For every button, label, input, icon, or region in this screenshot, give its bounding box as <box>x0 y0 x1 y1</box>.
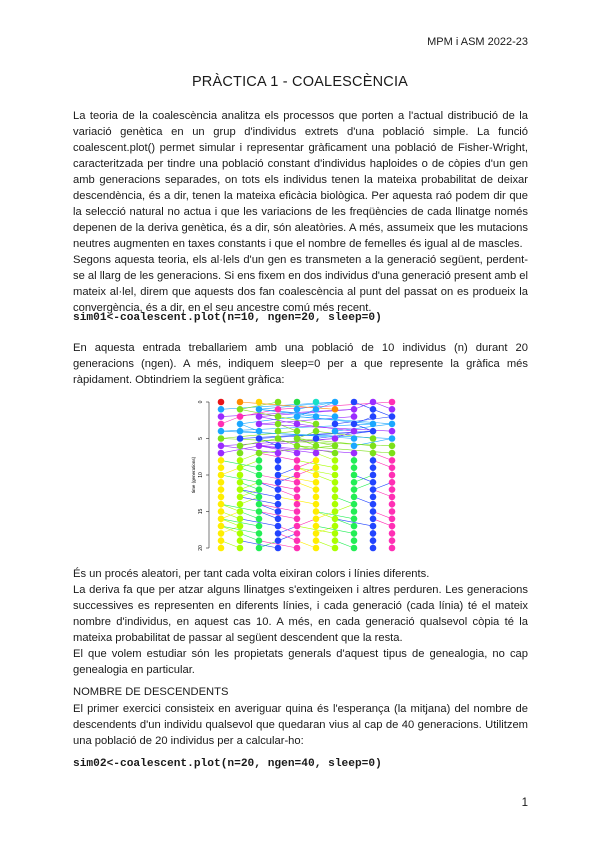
individual-dot <box>294 399 301 406</box>
individual-dot <box>389 516 396 523</box>
individual-dot <box>256 530 263 537</box>
individual-dot <box>370 435 377 442</box>
individual-dot <box>294 530 301 537</box>
individual-dot <box>389 450 396 457</box>
individual-dot <box>294 464 301 471</box>
individual-dot <box>389 501 396 508</box>
lineage-link <box>240 417 297 424</box>
individual-dot <box>351 472 358 479</box>
individual-dot <box>370 486 377 493</box>
individual-dot <box>218 399 225 406</box>
individual-dot <box>275 399 282 406</box>
individual-dot <box>313 545 320 552</box>
individual-dot <box>275 501 282 508</box>
individual-dot <box>294 501 301 508</box>
individual-dot <box>313 494 320 501</box>
individual-dot <box>256 537 263 544</box>
individual-dot <box>275 443 282 450</box>
individual-dot <box>218 413 225 420</box>
individual-dot <box>313 435 320 442</box>
individual-dot <box>351 450 358 457</box>
individual-dot <box>332 516 339 523</box>
individual-dot <box>313 464 320 471</box>
individual-dot <box>370 508 377 515</box>
individual-dot <box>218 501 225 508</box>
individual-dot <box>332 472 339 479</box>
individual-dot <box>351 516 358 523</box>
individual-dot <box>351 443 358 450</box>
individual-dot <box>313 523 320 530</box>
individual-dot <box>237 508 244 515</box>
individual-dot <box>370 494 377 501</box>
individual-dot <box>294 457 301 464</box>
coalescent-plot <box>190 395 408 560</box>
individual-dot <box>218 479 225 486</box>
individual-dot <box>237 516 244 523</box>
individual-dots <box>218 399 396 552</box>
individual-dot <box>351 421 358 428</box>
individual-dot <box>313 501 320 508</box>
individual-dot <box>389 537 396 544</box>
individual-dot <box>370 523 377 530</box>
section-paragraph: El primer exercici consisteix en averiguar quina és l'esperança (la mitjana) del nombre de descendents d'un individu qualsevol que quedaran vius al cap de 40 generacions. Utilitzem una població de 20 individus per a calcular-ho: <box>73 703 528 747</box>
individual-dot <box>313 479 320 486</box>
individual-dot <box>275 421 282 428</box>
individual-dot <box>218 428 225 435</box>
individual-dot <box>294 428 301 435</box>
individual-dot <box>256 406 263 413</box>
individual-dot <box>389 508 396 515</box>
intro-paragraph-1: La teoria de la coalescència analitza els processos que porten a l'actual distribució de la variació genètica en un grup d'individus extrets d'una població simple. La funció coalescent.plot() permet simular i representar gràficament una població de Fisher-Wright, caracteritzada per tindre una població constant d'individus haploides o de còpies d'un gen amb generacions separades, on tots els individus tenen la mateixa probabilitat de deixar descendència, és a dir, tenen la mateixa eficàcia biològica. Per aquesta raó podem dir que la selecció natural no actua i que les variacions de les freqüències de cada llinatge només depenen de la deriva genètica, és a dir, són aleatòries. A més, assumeix que les mutacions neutres augmenten en taxes constants i que el nombre de femelles és igual al de mascles. <box>73 110 528 250</box>
individual-dot <box>370 472 377 479</box>
individual-dot <box>332 428 339 435</box>
individual-dot <box>389 457 396 464</box>
individual-dot <box>351 494 358 501</box>
individual-dot <box>256 479 263 486</box>
individual-dot <box>332 421 339 428</box>
individual-dot <box>351 530 358 537</box>
individual-dot <box>332 406 339 413</box>
individual-dot <box>332 443 339 450</box>
individual-dot <box>332 479 339 486</box>
individual-dot <box>370 530 377 537</box>
individual-dot <box>256 428 263 435</box>
code-sim01: sim01<-coalescent.plot(n=10, ngen=20, sleep=0) <box>73 312 382 324</box>
individual-dot <box>389 530 396 537</box>
individual-dot <box>294 479 301 486</box>
individual-dot <box>275 457 282 464</box>
after-paragraph-2: La deriva fa que per atzar alguns llinatges s'extingeixen i altres perduren. Les generacions successives es representen en diferents línies, i cada generació (cada línia) té el mateix nombre d'individus, en aquest cas 10. A més, en cada generació qualsevol còpia té la mateixa probabilitat de passar al següent descendent que la resta. <box>73 584 528 644</box>
individual-dot <box>294 406 301 413</box>
individual-dot <box>351 545 358 552</box>
y-tick-label: 15 <box>198 508 204 515</box>
individual-dot <box>332 413 339 420</box>
individual-dot <box>370 464 377 471</box>
individual-dot <box>237 479 244 486</box>
after-figure-section <box>73 566 528 678</box>
individual-dot <box>275 545 282 552</box>
individual-dot <box>218 435 225 442</box>
individual-dot <box>218 464 225 471</box>
individual-dot <box>351 457 358 464</box>
individual-dot <box>275 428 282 435</box>
individual-dot <box>389 523 396 530</box>
individual-dot <box>370 413 377 420</box>
individual-dot <box>275 413 282 420</box>
individual-dot <box>237 450 244 457</box>
after-paragraph-1: És un procés aleatori, per tant cada volta eixiran colors i línies diferents. <box>73 568 430 580</box>
individual-dot <box>275 472 282 479</box>
individual-dot <box>237 421 244 428</box>
page-number: 1 <box>521 797 528 809</box>
y-tick-label: 5 <box>198 437 204 440</box>
individual-dot <box>313 399 320 406</box>
section-heading: NOMBRE DE DESCENDENTS <box>73 686 229 698</box>
explain-paragraph: En aquesta entrada treballariem amb una població de 10 individus (n) durant 20 generacions (ngen). A més, indiquem sleep=0 per a que represente la gràfica més ràpidament. Obtindriem la següent gràfica: <box>73 342 528 386</box>
individual-dot <box>389 545 396 552</box>
individual-dot <box>275 530 282 537</box>
individual-dot <box>256 516 263 523</box>
individual-dot <box>237 530 244 537</box>
individual-dot <box>237 486 244 493</box>
individual-dot <box>389 486 396 493</box>
individual-dot <box>389 479 396 486</box>
individual-dot <box>313 457 320 464</box>
individual-dot <box>218 508 225 515</box>
individual-dot <box>237 413 244 420</box>
individual-dot <box>332 435 339 442</box>
individual-dot <box>313 530 320 537</box>
individual-dot <box>389 472 396 479</box>
individual-dot <box>313 486 320 493</box>
individual-dot <box>351 413 358 420</box>
individual-dot <box>294 435 301 442</box>
intro-paragraph-2: Segons aquesta teoria, els al·lels d'un gen es transmeten a la generació següent, perdent-se al llarg de les generacions. Si ens fixem en dos individus d'una generació present amb el mateix al·lel, direm que aquests dos fan coalescència al punt del passat on es produeix la convergència, és a dir, en el seu ancestre comú més recent. <box>73 254 528 314</box>
individual-dot <box>218 486 225 493</box>
individual-dot <box>389 464 396 471</box>
individual-dot <box>370 421 377 428</box>
individual-dot <box>256 421 263 428</box>
individual-dot <box>256 486 263 493</box>
individual-dot <box>294 537 301 544</box>
individual-dot <box>256 450 263 457</box>
individual-dot <box>389 399 396 406</box>
page-title: PRÀCTICA 1 - COALESCÈNCIA <box>191 74 409 90</box>
individual-dot <box>218 494 225 501</box>
individual-dot <box>389 428 396 435</box>
individual-dot <box>256 464 263 471</box>
individual-dot <box>332 450 339 457</box>
individual-dot <box>275 406 282 413</box>
individual-dot <box>218 530 225 537</box>
individual-dot <box>218 516 225 523</box>
individual-dot <box>294 516 301 523</box>
individual-dot <box>389 413 396 420</box>
individual-dot <box>237 406 244 413</box>
individual-dot <box>237 545 244 552</box>
individual-dot <box>256 413 263 420</box>
individual-dot <box>370 545 377 552</box>
individual-dot <box>370 479 377 486</box>
individual-dot <box>237 435 244 442</box>
individual-dot <box>332 523 339 530</box>
individual-dot <box>256 457 263 464</box>
individual-dot <box>332 545 339 552</box>
individual-dot <box>294 494 301 501</box>
individual-dot <box>237 501 244 508</box>
individual-dot <box>237 428 244 435</box>
individual-dot <box>351 537 358 544</box>
individual-dot <box>256 545 263 552</box>
individual-dot <box>370 406 377 413</box>
individual-dot <box>370 443 377 450</box>
individual-dot <box>313 428 320 435</box>
individual-dot <box>332 537 339 544</box>
individual-dot <box>332 486 339 493</box>
individual-dot <box>332 530 339 537</box>
individual-dot <box>370 399 377 406</box>
y-tick-label: 20 <box>198 545 204 551</box>
individual-dot <box>294 472 301 479</box>
individual-dot <box>275 486 282 493</box>
individual-dot <box>218 537 225 544</box>
lineage-link <box>297 446 392 453</box>
individual-dot <box>370 450 377 457</box>
individual-dot <box>294 450 301 457</box>
individual-dot <box>332 494 339 501</box>
individual-dot <box>218 472 225 479</box>
individual-dot <box>256 523 263 530</box>
individual-dot <box>237 523 244 530</box>
individual-dot <box>389 406 396 413</box>
individual-dot <box>218 457 225 464</box>
individual-dot <box>275 516 282 523</box>
individual-dot <box>370 537 377 544</box>
individual-dot <box>332 464 339 471</box>
individual-dot <box>351 523 358 530</box>
individual-dot <box>351 486 358 493</box>
individual-dot <box>351 399 358 406</box>
individual-dot <box>275 435 282 442</box>
individual-dot <box>256 435 263 442</box>
individual-dot <box>218 523 225 530</box>
individual-dot <box>332 399 339 406</box>
individual-dot <box>256 494 263 501</box>
individual-dot <box>218 545 225 552</box>
individual-dot <box>370 501 377 508</box>
individual-dot <box>275 479 282 486</box>
individual-dot <box>332 457 339 464</box>
individual-dot <box>218 406 225 413</box>
individual-dot <box>275 523 282 530</box>
page-header: MPM i ASM 2022-23 <box>427 36 528 48</box>
individual-dot <box>351 464 358 471</box>
y-axis-label: time (generations) <box>191 456 196 494</box>
individual-dot <box>237 443 244 450</box>
individual-dot <box>389 443 396 450</box>
individual-dot <box>389 494 396 501</box>
y-tick-label: 10 <box>198 472 204 478</box>
individual-dot <box>313 450 320 457</box>
individual-dot <box>294 508 301 515</box>
individual-dot <box>332 508 339 515</box>
individual-dot <box>313 421 320 428</box>
individual-dot <box>294 413 301 420</box>
individual-dot <box>218 443 225 450</box>
individual-dot <box>275 464 282 471</box>
individual-dot <box>351 479 358 486</box>
individual-dot <box>370 457 377 464</box>
individual-dot <box>313 406 320 413</box>
individual-dot <box>256 472 263 479</box>
individual-dot <box>370 428 377 435</box>
individual-dot <box>237 494 244 501</box>
individual-dot <box>294 545 301 552</box>
individual-dot <box>370 516 377 523</box>
individual-dot <box>351 508 358 515</box>
after-paragraph-3: El que volem estudiar són les propietats generals d'aquest tipus de genealogia, no cap genealogia en particular. <box>73 648 528 676</box>
individual-dot <box>313 537 320 544</box>
intro-section <box>73 108 528 316</box>
y-tick-label: 0 <box>198 400 204 404</box>
individual-dot <box>256 501 263 508</box>
individual-dot <box>237 464 244 471</box>
individual-dot <box>351 435 358 442</box>
individual-dot <box>313 472 320 479</box>
individual-dot <box>294 486 301 493</box>
individual-dot <box>294 443 301 450</box>
individual-dot <box>237 399 244 406</box>
individual-dot <box>332 501 339 508</box>
individual-dot <box>294 523 301 530</box>
individual-dot <box>389 421 396 428</box>
individual-dot <box>313 443 320 450</box>
individual-dot <box>237 472 244 479</box>
individual-dot <box>237 537 244 544</box>
individual-dot <box>313 413 320 420</box>
individual-dot <box>313 516 320 523</box>
individual-dot <box>275 508 282 515</box>
individual-dot <box>275 450 282 457</box>
individual-dot <box>351 501 358 508</box>
individual-dot <box>351 406 358 413</box>
individual-dot <box>294 421 301 428</box>
individual-dot <box>218 421 225 428</box>
individual-dot <box>275 494 282 501</box>
individual-dot <box>256 399 263 406</box>
individual-dot <box>237 457 244 464</box>
individual-dot <box>218 450 225 457</box>
individual-dot <box>351 428 358 435</box>
y-axis <box>191 400 209 550</box>
individual-dot <box>275 537 282 544</box>
lineage-lines <box>221 402 392 548</box>
individual-dot <box>313 508 320 515</box>
individual-dot <box>256 508 263 515</box>
individual-dot <box>256 443 263 450</box>
individual-dot <box>389 435 396 442</box>
code-sim02: sim02<-coalescent.plot(n=20, ngen=40, sleep=0) <box>73 758 382 770</box>
